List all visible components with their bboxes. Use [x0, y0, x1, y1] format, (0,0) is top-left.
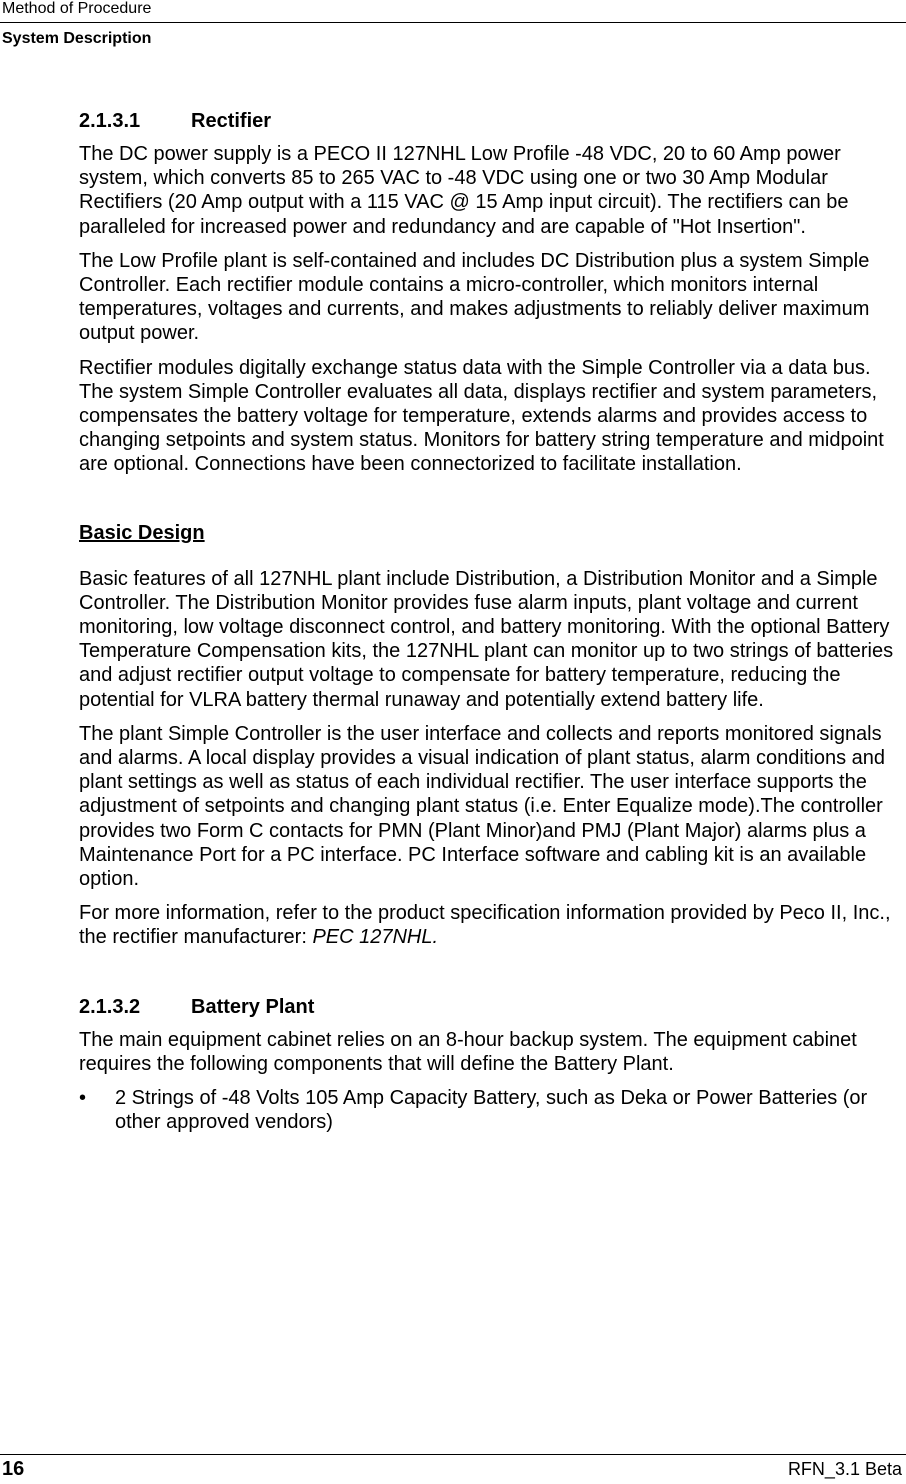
paragraph: The main equipment cabinet relies on an 8-hour backup system. The equipment cabinet requires the following components that will define the Battery Plant.: [79, 1028, 857, 1075]
paragraph: Rectifier modules digitally exchange status data with the Simple Controller via a data bus. The system Simple Controller evaluates all data, displays rectifier and system parameters, compensates the battery voltage for temperature, extends alarms and provides access to changing setpoints and system status. Monitors for battery string temperature and midpoint are optional. Connections have been connectorized to facilitate installation.: [79, 356, 884, 476]
heading-rectifier: [79, 108, 906, 134]
bullet-icon: •: [79, 1087, 87, 1110]
product-reference: PEC 127NHL.: [312, 926, 439, 949]
paragraph: Basic features of all 127NHL plant include Distribution, a Distribution Monitor and a Simple Controller. The Distribution Monitor provides fuse alarm inputs, plant voltage and current monitoring, low voltage disconnect control, and battery monitoring. With the optional Battery Temperature Compensation kits, the 127NHL plant can monitor up to two strings of batteries and adjust rectifier output voltage to compensate for battery temperature, reducing the potential for VLRA battery thermal runaway and potentially extend battery life.: [79, 567, 894, 711]
spacer: [79, 960, 906, 994]
page-footer: [0, 1454, 906, 1484]
document-body: [79, 108, 906, 1135]
subheading-basic-design: Basic Design: [79, 521, 205, 544]
running-header: [0, 0, 906, 23]
paragraph: The DC power supply is a PECO II 127NHL Low Profile -48 VDC, 20 to 60 Amp power system, which converts 85 to 265 VAC to -48 VDC using one or two 30 Amp Modular Rectifiers (20 Amp output with a 115 VAC @ 15 Amp input circuit). The rectifiers can be paralleled for increased power and redundancy and are capable of "Hot Insertion".: [79, 143, 849, 238]
section-label: System Description: [2, 30, 152, 47]
heading-number: 2.1.3.2: [79, 995, 141, 1018]
paragraph: The Low Profile plant is self-contained and includes DC Distribution plus a system Simple Controller. Each rectifier module contains a micro-controller, which monitors internal temperatures, voltages and currents, and makes adjustments to reliably deliver maximum output power.: [79, 249, 870, 345]
more-info-text: For more information, refer to the product specification information provided by Peco II, Inc., the rectifier manufacturer:: [79, 902, 891, 949]
heading-title: Battery Plant: [191, 995, 315, 1018]
list-item-text: 2 Strings of -48 Volts 105 Amp Capacity Battery, such as Deka or Power Batteries (or other approved vendors): [115, 1087, 868, 1134]
bullet-list: [79, 1086, 906, 1134]
spacer: [79, 487, 906, 521]
document-type: Method of Procedure: [2, 0, 152, 17]
document-id: RFN_3.1 Beta: [787, 1459, 902, 1479]
heading-number: 2.1.3.1: [79, 110, 141, 132]
heading-title: Rectifier: [191, 110, 272, 132]
paragraph: The plant Simple Controller is the user interface and collects and reports monitored signals and alarms. A local display provides a visual indication of plant status, alarm conditions and plant settings as well as status of each individual rectifier. The user interface supports the adjustment of setpoints and changing plant status (i.e. Enter Equalize mode).The controller provides two Form C contacts for PMN (Plant Minor)and PMJ (Plant Major) alarms plus a Maintenance Port for a PC interface. PC Interface software and cabling kit is an available option.: [79, 722, 886, 891]
paragraph-more-info: [79, 901, 906, 949]
heading-battery-plant: [79, 994, 906, 1020]
page-number: 16: [2, 1458, 25, 1480]
list-item: [79, 1086, 906, 1134]
